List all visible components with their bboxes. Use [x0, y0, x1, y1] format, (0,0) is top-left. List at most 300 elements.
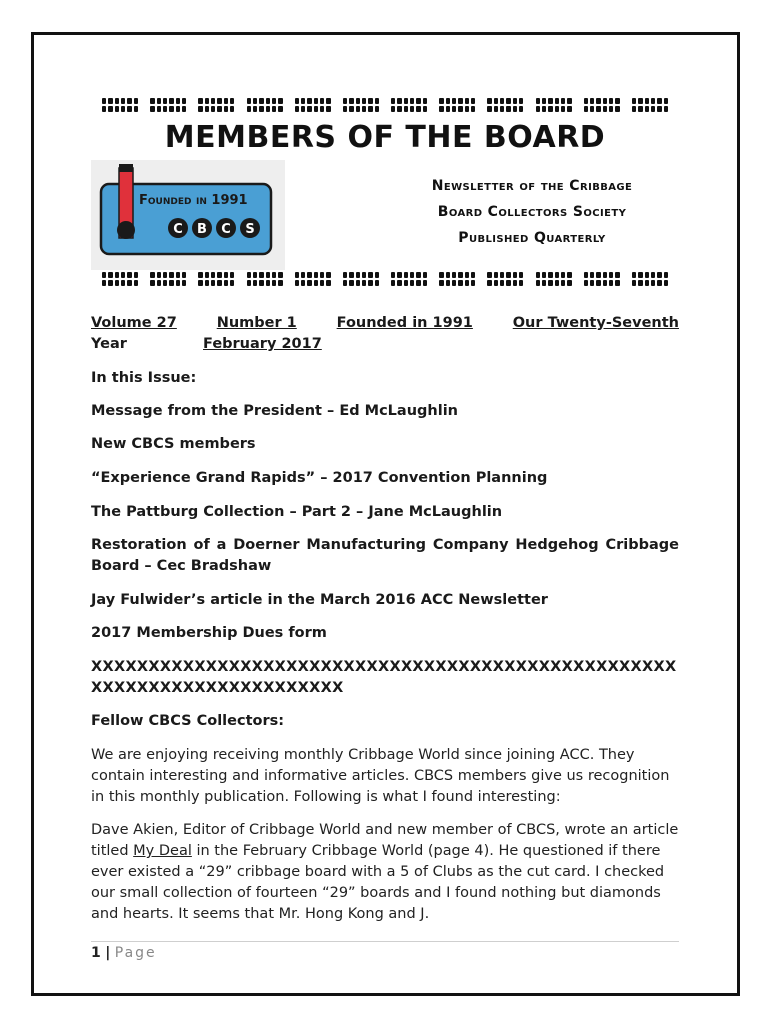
contents-item-1: Message from the President – Ed McLaughlin	[91, 403, 458, 419]
peg-hole	[561, 106, 565, 112]
peg-hole	[205, 106, 209, 112]
peg-hole	[651, 98, 655, 104]
peg-hole	[375, 272, 379, 278]
peg-hole	[494, 98, 498, 104]
peg-hole	[458, 280, 462, 286]
page-number: 1	[91, 945, 101, 961]
peg-hole	[247, 98, 251, 104]
peg-hole	[609, 106, 613, 112]
peg-hole	[307, 280, 311, 286]
peg-hole	[536, 272, 540, 278]
peg-hole	[307, 98, 311, 104]
peg-hole	[487, 98, 491, 104]
peg-hole-group	[343, 272, 379, 286]
peg-hole	[584, 280, 588, 286]
peg-hole-group	[632, 98, 668, 112]
peg-hole	[465, 280, 469, 286]
peg-hole	[266, 106, 270, 112]
peg-hole	[368, 272, 372, 278]
peg-hole	[102, 280, 106, 286]
peg-hole	[115, 280, 119, 286]
peg-hole	[278, 98, 282, 104]
peg-hole	[198, 280, 202, 286]
peg-hole	[487, 272, 491, 278]
peg-hole-group	[584, 98, 620, 112]
peg-hole	[584, 98, 588, 104]
peg-hole	[439, 98, 443, 104]
peg-hole	[471, 106, 475, 112]
peg-hole	[102, 106, 106, 112]
para2-text-before: Dave Akien, Editor of Cribbage World and new member of CBCS, wrote an article titled	[91, 822, 679, 859]
peg-hole	[590, 106, 594, 112]
contents-item-4: The Pattburg Collection – Part 2 – Jane McLaughlin	[91, 504, 503, 520]
peg-hole	[439, 280, 443, 286]
peg-hole	[506, 272, 510, 278]
letter-paragraph-2	[91, 820, 681, 925]
peg-hole	[584, 272, 588, 278]
peg-hole-group	[391, 98, 427, 112]
peg-hole-group	[536, 272, 572, 286]
peg-hole	[326, 106, 330, 112]
peg-hole	[314, 272, 318, 278]
peg-hole	[362, 106, 366, 112]
peg-hole	[567, 106, 571, 112]
peg-hole	[494, 280, 498, 286]
peg-hole	[295, 280, 299, 286]
peg-hole	[320, 280, 324, 286]
peg-hole	[301, 280, 305, 286]
peg-row-bottom	[102, 272, 668, 286]
peg-hole	[603, 280, 607, 286]
peg-hole	[416, 280, 420, 286]
peg-hole	[176, 106, 180, 112]
subtitle-line-1: Newsletter of the Cribbage	[431, 178, 633, 194]
peg-hole	[410, 106, 414, 112]
peg-hole-group	[198, 98, 234, 112]
peg-hole	[150, 280, 154, 286]
peg-hole	[108, 98, 112, 104]
peg-hole	[500, 106, 504, 112]
peg-hole	[272, 106, 276, 112]
peg-hole	[452, 98, 456, 104]
peg-hole	[326, 272, 330, 278]
my-deal-title: My Deal	[133, 843, 192, 859]
peg-hole	[506, 98, 510, 104]
peg-hole	[163, 98, 167, 104]
peg-hole	[253, 106, 257, 112]
peg-hole	[150, 272, 154, 278]
page-footer	[91, 945, 157, 961]
peg-hole	[590, 98, 594, 104]
peg-hole	[134, 280, 138, 286]
logo-letter-s: S	[245, 222, 255, 237]
peg-hole	[326, 98, 330, 104]
peg-hole	[169, 98, 173, 104]
peg-hole	[416, 98, 420, 104]
peg-hole	[157, 106, 161, 112]
peg-hole	[224, 272, 228, 278]
peg-hole	[500, 272, 504, 278]
peg-hole	[320, 272, 324, 278]
peg-hole	[452, 106, 456, 112]
peg-hole	[596, 98, 600, 104]
peg-hole	[603, 98, 607, 104]
peg-hole	[458, 98, 462, 104]
peg-hole	[217, 272, 221, 278]
peg-hole	[157, 280, 161, 286]
peg-hole	[664, 106, 668, 112]
peg-hole	[163, 280, 167, 286]
peg-hole	[182, 280, 186, 286]
peg-hole	[603, 272, 607, 278]
peg-hole	[368, 280, 372, 286]
peg-hole	[205, 280, 209, 286]
issue-info	[91, 313, 679, 355]
peg-hole-group	[102, 272, 138, 286]
peg-hole	[349, 98, 353, 104]
peg-hole	[638, 106, 642, 112]
peg-hole	[247, 280, 251, 286]
peg-hole	[266, 280, 270, 286]
peg-hole	[465, 272, 469, 278]
peg-hole	[397, 106, 401, 112]
peg-hole	[356, 106, 360, 112]
para2-text-after: in the February Cribbage World (page 4). He questioned if there ever existed a “29” cribbage board with a 5 of Clubs as the cut card. I checked our small collection of fourteen “29” boards and I found nothing but diamonds and hearts. It seems that Mr. Hong Kong and J.	[91, 843, 665, 922]
peg-hole	[567, 280, 571, 286]
peg-hole	[410, 280, 414, 286]
peg-hole-group	[198, 272, 234, 286]
peg-hole	[230, 106, 234, 112]
year-label-part1: Our Twenty-Seventh	[512, 315, 679, 331]
peg-hole	[664, 272, 668, 278]
logo-letter-c2: C	[221, 222, 231, 237]
peg-hole	[356, 280, 360, 286]
peg-hole	[645, 106, 649, 112]
peg-hole	[519, 280, 523, 286]
contents-item-6: Jay Fulwider’s article in the March 2016 ACC Newsletter	[91, 592, 548, 608]
peg-hole	[500, 280, 504, 286]
peg-hole	[446, 98, 450, 104]
peg-hole	[362, 98, 366, 104]
peg-hole	[615, 272, 619, 278]
peg-hole	[121, 280, 125, 286]
peg-hole-group	[536, 98, 572, 112]
peg-hole-group	[439, 272, 475, 286]
peg-hole	[127, 272, 131, 278]
peg-hole	[651, 106, 655, 112]
peg-hole-group	[632, 272, 668, 286]
peg-hole	[423, 280, 427, 286]
peg-hole	[108, 280, 112, 286]
peg-hole	[278, 106, 282, 112]
peg-hole	[609, 272, 613, 278]
peg-hole	[439, 272, 443, 278]
peg-hole	[609, 98, 613, 104]
peg-hole	[314, 98, 318, 104]
peg-hole	[115, 272, 119, 278]
peg-hole	[362, 272, 366, 278]
peg-hole	[500, 98, 504, 104]
peg-hole	[121, 98, 125, 104]
peg-hole	[452, 280, 456, 286]
peg-hole	[513, 272, 517, 278]
peg-hole	[645, 280, 649, 286]
peg-hole	[603, 106, 607, 112]
peg-hole	[416, 272, 420, 278]
peg-hole	[519, 106, 523, 112]
issue-date: February 2017	[203, 336, 322, 352]
peg-hole	[224, 106, 228, 112]
peg-hole	[506, 280, 510, 286]
peg-hole	[198, 272, 202, 278]
peg-hole	[487, 106, 491, 112]
peg-hole	[320, 106, 324, 112]
peg-hole	[314, 280, 318, 286]
peg-hole	[375, 98, 379, 104]
peg-hole	[343, 272, 347, 278]
peg-hole	[307, 272, 311, 278]
peg-hole	[446, 272, 450, 278]
peg-hole	[452, 272, 456, 278]
peg-hole	[567, 98, 571, 104]
peg-hole	[121, 106, 125, 112]
peg-hole	[391, 106, 395, 112]
letter-salutation: Fellow CBCS Collectors:	[91, 713, 285, 729]
peg-hole	[513, 280, 517, 286]
peg-hole	[375, 106, 379, 112]
peg-hole-group	[584, 272, 620, 286]
peg-hole	[458, 272, 462, 278]
peg-hole	[278, 280, 282, 286]
peg-hole	[230, 280, 234, 286]
peg-hole	[548, 272, 552, 278]
peg-hole	[638, 272, 642, 278]
cbcs-logo	[91, 160, 285, 270]
peg-hole	[542, 106, 546, 112]
peg-hole	[211, 106, 215, 112]
peg-hole	[326, 280, 330, 286]
peg-hole	[314, 106, 318, 112]
peg-hole	[391, 272, 395, 278]
peg-hole	[253, 98, 257, 104]
peg-hole	[657, 280, 661, 286]
peg-hole	[596, 106, 600, 112]
peg-hole	[295, 98, 299, 104]
peg-hole	[465, 98, 469, 104]
logo-letter-c1: C	[173, 222, 183, 237]
peg-hole	[253, 272, 257, 278]
peg-hole	[536, 280, 540, 286]
peg-hole	[301, 272, 305, 278]
subtitle-line-2: Board Collectors Society	[437, 204, 627, 220]
peg-hole	[638, 280, 642, 286]
peg-hole	[391, 280, 395, 286]
peg-hole	[555, 98, 559, 104]
peg-hole	[356, 98, 360, 104]
peg-hole	[397, 272, 401, 278]
peg-hole	[247, 106, 251, 112]
peg-hole	[102, 272, 106, 278]
peg-hole	[295, 272, 299, 278]
peg-hole	[657, 272, 661, 278]
peg-hole	[150, 98, 154, 104]
peg-hole	[343, 106, 347, 112]
contents-item-3: “Experience Grand Rapids” – 2017 Convention Planning	[91, 470, 548, 486]
peg-hole	[561, 98, 565, 104]
peg-hole	[561, 272, 565, 278]
peg-hole	[134, 98, 138, 104]
peg-hole	[615, 280, 619, 286]
peg-hole	[596, 272, 600, 278]
peg-hole	[397, 98, 401, 104]
peg-hole	[632, 98, 636, 104]
peg-hole	[266, 272, 270, 278]
peg-hole	[205, 272, 209, 278]
peg-hole	[230, 272, 234, 278]
peg-hole	[134, 272, 138, 278]
peg-hole	[615, 106, 619, 112]
peg-hole	[163, 106, 167, 112]
peg-hole	[127, 106, 131, 112]
peg-hole	[134, 106, 138, 112]
peg-hole	[632, 272, 636, 278]
peg-hole	[458, 106, 462, 112]
founded-label: Founded in 1991	[336, 315, 473, 331]
peg-hole	[596, 280, 600, 286]
peg-hole	[301, 98, 305, 104]
peg-hole	[230, 98, 234, 104]
peg-hole	[548, 280, 552, 286]
peg-hole	[349, 280, 353, 286]
peg-hole	[404, 280, 408, 286]
peg-hole	[471, 272, 475, 278]
peg-hole	[176, 280, 180, 286]
peg-hole	[423, 272, 427, 278]
peg-hole	[176, 98, 180, 104]
number-label: Number 1	[216, 315, 297, 331]
peg-hole	[272, 280, 276, 286]
peg-hole	[115, 98, 119, 104]
peg-hole-group	[487, 98, 523, 112]
peg-hole	[651, 280, 655, 286]
peg-hole-group	[391, 272, 427, 286]
peg-hole	[259, 98, 263, 104]
peg-hole	[224, 280, 228, 286]
peg-hole	[487, 280, 491, 286]
year-label-part2: Year	[91, 336, 127, 352]
letter-paragraph-1: We are enjoying receiving monthly Cribbage World since joining ACC. They contain interesting and informative articles. CBCS members give us recognition in this monthly publication. Following is what I found interesting:	[91, 747, 670, 805]
peg-hole	[205, 98, 209, 104]
contents-item-5: Restoration of a Doerner Manufacturing Company Hedgehog Cribbage Board – Cec Bradshaw	[91, 537, 679, 574]
footer-separator: |	[105, 945, 111, 961]
peg-hole	[127, 280, 131, 286]
peg-hole	[375, 280, 379, 286]
subtitle-line-3: Published Quarterly	[458, 230, 606, 246]
peg-hole	[519, 98, 523, 104]
peg-hole-group	[150, 272, 186, 286]
contents-item-2: New CBCS members	[91, 436, 256, 452]
peg-hole	[664, 280, 668, 286]
peg-hole	[391, 98, 395, 104]
peg-hole	[182, 106, 186, 112]
peg-hole	[536, 106, 540, 112]
peg-hole	[211, 272, 215, 278]
peg-hole	[272, 98, 276, 104]
peg-hole	[211, 280, 215, 286]
peg-hole	[548, 98, 552, 104]
peg-hole	[609, 280, 613, 286]
volume-label: Volume 27	[91, 315, 177, 331]
peg-hole	[157, 272, 161, 278]
peg-hole	[404, 272, 408, 278]
peg-hole	[590, 280, 594, 286]
peg-hole-group	[247, 272, 283, 286]
peg-hole	[182, 272, 186, 278]
peg-hole-group	[343, 98, 379, 112]
peg-hole	[416, 106, 420, 112]
peg-hole	[536, 98, 540, 104]
page-label: Page	[114, 945, 157, 961]
peg-hole	[301, 106, 305, 112]
peg-hole-group	[102, 98, 138, 112]
peg-hole	[664, 98, 668, 104]
contents-heading: In this Issue:	[91, 370, 197, 386]
peg-hole	[102, 98, 106, 104]
peg-hole	[259, 272, 263, 278]
peg-hole-group	[295, 272, 331, 286]
peg-hole	[211, 98, 215, 104]
contents-item-7: 2017 Membership Dues form	[91, 625, 327, 641]
peg-hole	[198, 106, 202, 112]
peg-hole	[368, 106, 372, 112]
peg-hole	[615, 98, 619, 104]
peg-hole	[121, 272, 125, 278]
peg-hole	[494, 272, 498, 278]
peg-hole	[217, 280, 221, 286]
issue-info-line-2	[91, 334, 322, 355]
peg-hole	[253, 280, 257, 286]
peg-hole	[259, 280, 263, 286]
peg-hole	[410, 272, 414, 278]
peg-hole	[157, 98, 161, 104]
peg-hole	[278, 272, 282, 278]
peg-hole	[423, 98, 427, 104]
peg-hole	[163, 272, 167, 278]
peg-row-top	[102, 98, 668, 112]
peg-hole	[465, 106, 469, 112]
peg-hole	[410, 98, 414, 104]
peg-hole	[561, 280, 565, 286]
peg-hole	[651, 272, 655, 278]
peg-hole	[169, 280, 173, 286]
peg-hole	[224, 98, 228, 104]
peg-hole	[404, 98, 408, 104]
issue-info-line-1	[91, 313, 679, 334]
logo-letter-b: B	[197, 222, 207, 237]
peg-hole	[657, 106, 661, 112]
peg-hole	[404, 106, 408, 112]
peg-hole	[127, 98, 131, 104]
peg-hole	[555, 106, 559, 112]
peg-hole	[567, 272, 571, 278]
peg-hole	[115, 106, 119, 112]
logo-founded-text: Founded in 1991	[139, 193, 248, 208]
peg-hole	[584, 106, 588, 112]
peg-hole	[645, 272, 649, 278]
peg-hole	[548, 106, 552, 112]
peg-hole	[176, 272, 180, 278]
peg-hole-group	[439, 98, 475, 112]
